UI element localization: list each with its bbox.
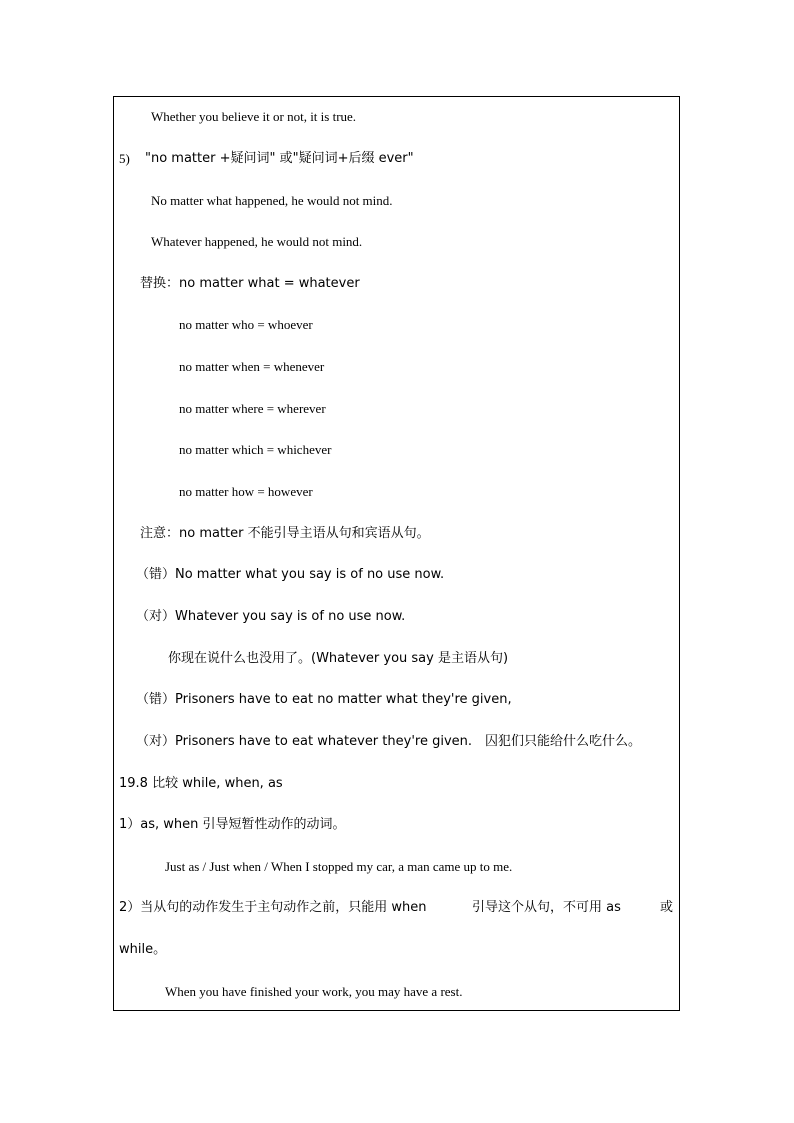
rule-2-part-1: 2）当从句的动作发生于主句动作之前，只能用 when bbox=[119, 900, 427, 915]
replacement-which: no matter which = whichever bbox=[179, 442, 332, 457]
example-sentence-whether: Whether you believe it or not, it is true. bbox=[151, 109, 357, 124]
replacement-when: no matter when = whenever bbox=[179, 359, 325, 374]
example-sentence-when-finished: When you have finished your work, you may have a rest. bbox=[165, 984, 463, 999]
note-no-matter: 注意：no matter 不能引导主语从句和宾语从句。 bbox=[140, 526, 430, 541]
translation-1: 你现在说什么也没用了。(Whatever you say 是主语从句) bbox=[168, 651, 509, 666]
example-sentence-just-as: Just as / Just when / When I stopped my car, a man came up to me. bbox=[165, 859, 513, 874]
example-sentence-no-matter-what: No matter what happened, he would not mind. bbox=[151, 193, 393, 208]
correct-example-1: （对）Whatever you say is of no use now. bbox=[136, 609, 406, 624]
replacement-what: 替换：no matter what = whatever bbox=[140, 276, 360, 291]
section-heading-19-8: 19.8 比较 while, when, as bbox=[119, 776, 283, 791]
item-number-5: 5) bbox=[119, 151, 130, 166]
wrong-example-1: （错）No matter what you say is of no use now. bbox=[136, 567, 445, 582]
rule-2-continuation: while。 bbox=[119, 942, 167, 957]
rule-2-part-2: 引导这个从句，不可用 as bbox=[472, 900, 621, 915]
rule-2-part-3: 或 bbox=[660, 900, 674, 915]
correct-example-2: （对）Prisoners have to eat whatever they're given. 囚犯们只能给什么吃什么。 bbox=[136, 734, 642, 749]
replacement-where: no matter where = wherever bbox=[179, 401, 326, 416]
example-sentence-whatever: Whatever happened, he would not mind. bbox=[151, 234, 363, 249]
replacement-who: no matter who = whoever bbox=[179, 317, 313, 332]
wrong-example-2: （错）Prisoners have to eat no matter what they're given, bbox=[136, 692, 512, 707]
rule-heading-no-matter: "no matter +疑问词" 或"疑问词+后缀 ever" bbox=[145, 151, 414, 166]
rule-1: 1）as, when 引导短暂性动作的动词。 bbox=[119, 817, 346, 832]
replacement-how: no matter how = however bbox=[179, 484, 313, 499]
